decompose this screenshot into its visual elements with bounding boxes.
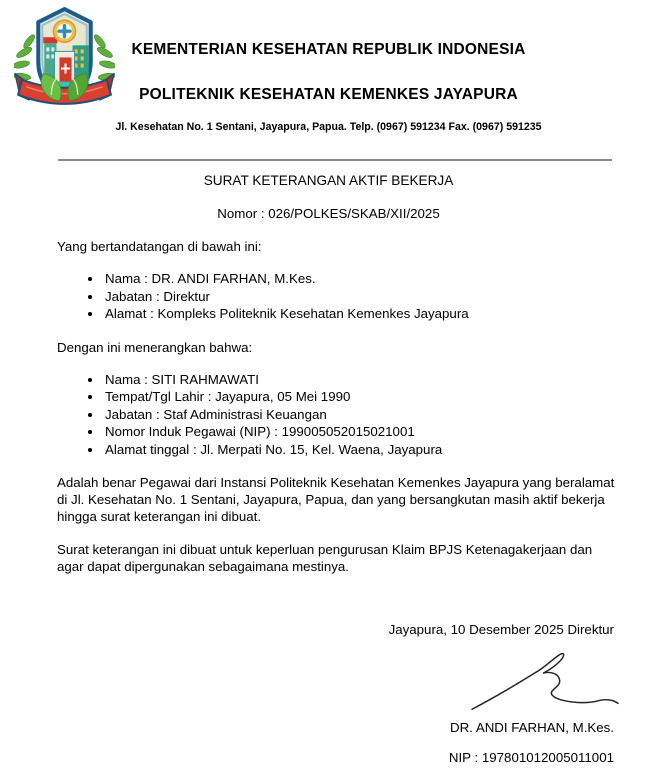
signatory-name: DR. ANDI FARHAN, M.Kes. — [449, 720, 614, 735]
employee-detail-item: • Alamat tinggal : Jl. Merpati No. 15, Kel. Waena, Jayapura — [103, 441, 615, 459]
official-detail-item: • Jabatan : Direktur — [103, 288, 615, 306]
official-detail-item: • Nama : DR. ANDI FARHAN, M.Kes. — [103, 270, 615, 288]
letterhead — [0, 0, 657, 143]
statement-intro: Dengan ini menerangkan bahwa: — [57, 339, 253, 355]
title-block — [0, 172, 657, 222]
closing-paragraph: Surat keterangan ini dibuat untuk keperluan pengurusan Klaim BPJS Ketenagakerjaan dan agar dapat dipergunakan sebagaimana mestinya. — [57, 542, 593, 574]
ministry-name: KEMENTERIAN KESEHATAN REPUBLIK INDONESIA — [131, 41, 526, 58]
signature-icon — [466, 645, 624, 717]
institution-name: POLITEKNIK KESEHATAN KEMENKES JAYAPURA — [139, 86, 518, 103]
institution-address: Jl. Kesehatan No. 1 Sentani, Jayapura, Papua. Telp. (0967) 591234 Fax. (0967) 591235 — [115, 121, 542, 133]
employee-detail-item: • Nama : SITI RAHMAWATI — [103, 371, 615, 389]
letter-body — [0, 238, 657, 575]
official-details-list — [57, 270, 615, 323]
official-detail-item: • Alamat : Kompleks Politeknik Kesehatan Kemenkes Jayapura — [103, 305, 615, 323]
employee-details-list — [57, 371, 615, 459]
employee-detail-item: • Nomor Induk Pegawai (NIP) : 199005052015021001 — [103, 423, 615, 441]
employee-detail-item: • Jabatan : Staf Administrasi Keuangan — [103, 406, 615, 424]
place-date-line: Jayapura, 10 Desember 2025 Direktur — [388, 622, 614, 637]
signatory-nip: NIP : 197801012005011001 — [448, 750, 614, 765]
signature-block — [0, 621, 657, 766]
institution-logo-icon — [14, 7, 115, 120]
statement-paragraph: Adalah benar Pegawai dari Instansi Politeknik Kesehatan Kemenkes Jayapura yang beralamat di Jl. Kesehatan No. 1 Sentani, Jayapura, Papua, dan yang bersangkutan masih aktif bekerja hingga surat keterangan ini dibuat. — [57, 475, 615, 524]
opening-line: Yang bertandatangan di bawah ini: — [57, 239, 262, 254]
letterhead-divider — [58, 159, 612, 161]
letter-title: SURAT KETERANGAN AKTIF BEKERJA — [203, 173, 454, 188]
employee-detail-item: • Tempat/Tgl Lahir : Jayapura, 05 Mei 1990 — [103, 388, 615, 406]
letter-number: Nomor : 026/POLKES/SKAB/XII/2025 — [217, 206, 440, 221]
